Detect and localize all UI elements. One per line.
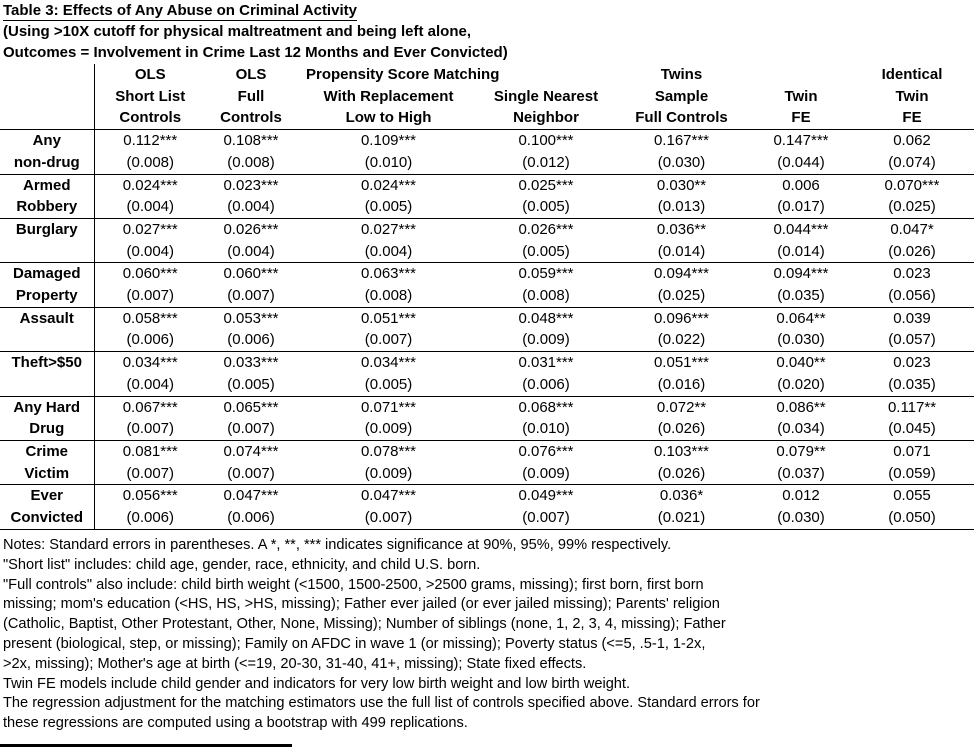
se-cell: (0.005): [296, 374, 481, 396]
coef-cell: 0.039: [893, 309, 931, 327]
se-cell: (0.006): [481, 374, 611, 396]
se-cell: (0.008): [481, 285, 611, 307]
row-label: [0, 329, 94, 351]
coef-cell: 0.024***: [122, 176, 178, 194]
se-cell: (0.057): [850, 329, 974, 351]
se-cell: (0.006): [94, 329, 206, 351]
coef-cell: 0.070***: [884, 176, 940, 194]
se-cell: (0.009): [296, 418, 481, 440]
se-cell: (0.006): [206, 329, 296, 351]
coef-cell: 0.006: [782, 176, 820, 194]
coef-cell: 0.147***: [773, 132, 829, 150]
coef-cell: 0.079**: [776, 442, 826, 460]
coef-cell: 0.086**: [776, 398, 826, 416]
table-row-coef: [0, 396, 974, 418]
col-header: Twins: [660, 66, 703, 83]
coef-cell: 0.072**: [656, 398, 707, 416]
coef-cell: 0.027***: [360, 220, 417, 238]
table-row-se: [0, 507, 974, 529]
coef-cell: 0.056***: [122, 487, 178, 505]
coef-cell: 0.059***: [518, 265, 574, 283]
header-corner: [0, 64, 94, 86]
coef-cell: 0.031***: [518, 354, 574, 372]
se-cell: (0.007): [206, 285, 296, 307]
se-cell: (0.005): [206, 374, 296, 396]
se-cell: (0.009): [481, 463, 611, 485]
se-cell: (0.006): [206, 507, 296, 529]
se-cell: (0.022): [611, 329, 752, 351]
coef-cell: 0.026***: [223, 220, 279, 238]
table-row-coef: [0, 440, 974, 462]
se-cell: (0.004): [206, 241, 296, 263]
se-cell: (0.014): [611, 241, 752, 263]
table-row-se: [0, 374, 974, 396]
note-line: Notes: Standard errors in parentheses. A *, **, *** indicates significance at 90%, 95%, 99% respectively.: [3, 537, 672, 553]
table-title-block: [3, 1, 971, 63]
se-cell: (0.008): [296, 285, 481, 307]
se-cell: (0.016): [611, 374, 752, 396]
coef-cell: 0.023: [893, 265, 931, 283]
se-cell: (0.030): [752, 507, 850, 529]
header-row-3: [0, 107, 974, 129]
se-cell: (0.017): [752, 196, 850, 218]
coef-cell: 0.060***: [122, 265, 178, 283]
header-row-2: [0, 86, 974, 108]
row-label: Ever: [0, 485, 94, 507]
coef-cell: 0.055: [893, 487, 931, 505]
coef-cell: 0.109***: [360, 132, 417, 150]
note-line: The regression adjustment for the matching estimators use the full list of controls specified above. Standard errors for: [3, 695, 760, 712]
se-cell: (0.025): [611, 285, 752, 307]
coef-cell: 0.112***: [123, 132, 178, 150]
coef-cell: 0.060***: [223, 265, 279, 283]
se-cell: (0.007): [94, 463, 206, 485]
se-cell: (0.013): [611, 196, 752, 218]
se-cell: (0.010): [481, 418, 611, 440]
table-row-se: [0, 196, 974, 218]
row-label: [0, 374, 94, 396]
table-subtitle-1: (Using >10X cutoff for physical maltreatment and being left alone,: [3, 23, 472, 40]
col-header: Low to High: [296, 107, 481, 129]
row-label: Theft>$50: [0, 352, 94, 374]
coef-cell: 0.058***: [122, 309, 178, 327]
col-header: OLS: [134, 66, 166, 83]
se-cell: (0.009): [481, 329, 611, 351]
coef-cell: 0.030**: [656, 176, 707, 194]
coef-cell: 0.033***: [223, 354, 279, 372]
se-cell: (0.007): [296, 507, 481, 529]
coef-cell: 0.068***: [518, 398, 574, 416]
coef-cell: 0.044***: [773, 220, 829, 238]
se-cell: (0.004): [94, 196, 206, 218]
table-row-se: [0, 329, 974, 351]
note-line: "Short list" includes: child age, gender, race, ethnicity, and child U.S. born.: [3, 556, 481, 573]
se-cell: (0.004): [94, 241, 206, 263]
coef-cell: 0.047*: [890, 220, 934, 238]
se-cell: (0.045): [850, 418, 974, 440]
col-header: Twin: [895, 87, 929, 105]
coef-cell: 0.024***: [360, 176, 417, 194]
coef-cell: 0.067***: [122, 398, 178, 416]
se-cell: (0.008): [94, 152, 206, 174]
col-header: With Replacement: [323, 87, 454, 105]
table-row-coef: [0, 130, 974, 152]
row-label: Damaged: [0, 263, 94, 285]
bottom-rule: [0, 744, 292, 747]
se-cell: (0.056): [850, 285, 974, 307]
coef-cell: 0.167***: [653, 132, 710, 150]
col-header: Full: [237, 87, 265, 105]
coef-cell: 0.064**: [776, 309, 826, 327]
table-row-se: [0, 152, 974, 174]
se-cell: (0.007): [94, 285, 206, 307]
se-cell: (0.014): [752, 241, 850, 263]
se-cell: (0.009): [296, 463, 481, 485]
coef-cell: 0.036**: [656, 220, 707, 238]
table-row-coef: [0, 307, 974, 329]
col-header: FE: [850, 107, 974, 129]
se-cell: (0.005): [481, 241, 611, 263]
se-cell: (0.059): [850, 463, 974, 485]
se-cell: (0.020): [752, 374, 850, 396]
col-header: Neighbor: [481, 107, 611, 129]
coef-cell: 0.065***: [223, 398, 279, 416]
coef-cell: 0.071: [893, 442, 931, 460]
coef-cell: 0.027***: [122, 220, 178, 238]
se-cell: (0.026): [611, 418, 752, 440]
col-header: OLS: [235, 66, 267, 83]
se-cell: (0.004): [206, 196, 296, 218]
row-label: Any Hard: [0, 396, 94, 418]
coef-cell: 0.117**: [887, 398, 937, 416]
table-notes: [3, 536, 971, 734]
se-cell: (0.037): [752, 463, 850, 485]
table-row-coef: [0, 263, 974, 285]
coef-cell: 0.048***: [518, 309, 574, 327]
col-header: [752, 64, 850, 86]
coef-cell: 0.047***: [223, 487, 279, 505]
coef-cell: 0.094***: [653, 265, 710, 283]
col-header: Sample: [654, 87, 709, 105]
se-cell: (0.026): [611, 463, 752, 485]
coef-cell: 0.076***: [518, 442, 574, 460]
se-cell: (0.030): [752, 329, 850, 351]
se-cell: (0.025): [850, 196, 974, 218]
note-line: (Catholic, Baptist, Other Protestant, Other, None, Missing); Number of siblings (none, 1, 2, 3, 4, missing); Father: [3, 616, 726, 633]
coef-cell: 0.053***: [223, 309, 279, 327]
se-cell: (0.034): [752, 418, 850, 440]
table-row-coef: [0, 174, 974, 196]
se-cell: (0.005): [481, 196, 611, 218]
coef-cell: 0.071***: [360, 398, 417, 416]
se-cell: (0.007): [296, 329, 481, 351]
table-row-se: [0, 418, 974, 440]
table-subtitle-2: Outcomes = Involvement in Crime Last 12 Months and Ever Convicted): [3, 44, 508, 61]
header-corner: [0, 107, 94, 129]
row-label: Convicted: [0, 507, 94, 529]
se-cell: (0.008): [206, 152, 296, 174]
coef-cell: 0.062: [893, 132, 931, 150]
row-label: Drug: [0, 418, 94, 440]
table-row-coef: [0, 218, 974, 240]
se-cell: (0.007): [206, 463, 296, 485]
row-label: Any: [0, 130, 94, 152]
row-label: Armed: [0, 174, 94, 196]
coef-cell: 0.094***: [773, 265, 829, 283]
header-row-1: [0, 64, 974, 86]
coef-cell: 0.026***: [518, 220, 574, 238]
coef-cell: 0.051***: [653, 354, 710, 372]
row-label: Crime: [0, 440, 94, 462]
note-line: >2x, missing); Mother's age at birth (<=19, 20-30, 31-40, 41+, missing); State fixed effects.: [3, 655, 587, 672]
table-row-se: [0, 285, 974, 307]
coef-cell: 0.078***: [360, 442, 417, 460]
coef-cell: 0.108***: [223, 132, 279, 150]
se-cell: (0.004): [296, 241, 481, 263]
row-label: Robbery: [0, 196, 94, 218]
row-label: [0, 241, 94, 263]
coef-cell: 0.034***: [122, 354, 178, 372]
row-label: Victim: [0, 463, 94, 485]
col-header: Full Controls: [611, 107, 752, 129]
coef-cell: 0.103***: [653, 442, 710, 460]
coef-cell: 0.047***: [360, 487, 417, 505]
header-corner: [0, 86, 94, 108]
table-row-se: [0, 463, 974, 485]
table-row-coef: [0, 352, 974, 374]
col-header-group: Propensity Score Matching: [306, 66, 500, 83]
se-cell: (0.007): [94, 418, 206, 440]
col-header: Short List: [115, 87, 186, 105]
row-label: Assault: [0, 307, 94, 329]
coef-cell: 0.034***: [360, 354, 417, 372]
col-header: Controls: [94, 107, 206, 129]
note-line: present (biological, step, or missing); Family on AFDC in wave 1 (or missing); Poverty status (<=5, .5-1, 1-2x,: [3, 635, 706, 652]
row-label: Burglary: [0, 218, 94, 240]
note-line: Twin FE models include child gender and indicators for very low birth weight and low birth weight.: [3, 675, 631, 692]
coef-cell: 0.025***: [518, 176, 574, 194]
coef-cell: 0.051***: [360, 309, 417, 327]
se-cell: (0.050): [850, 507, 974, 529]
note-line: "Full controls" also include: child birth weight (<1500, 1500-2500, >2500 grams, missing); first born, first born: [3, 576, 704, 593]
row-label: Property: [0, 285, 94, 307]
coef-cell: 0.036*: [659, 487, 704, 505]
coef-cell: 0.023: [893, 354, 931, 372]
col-header: Single Nearest: [493, 87, 599, 105]
se-cell: (0.026): [850, 241, 974, 263]
se-cell: (0.006): [94, 507, 206, 529]
col-header: Identical: [881, 66, 943, 83]
se-cell: (0.005): [296, 196, 481, 218]
se-cell: (0.044): [752, 152, 850, 174]
coef-cell: 0.040**: [776, 354, 826, 372]
coef-cell: 0.049***: [518, 487, 574, 505]
se-cell: (0.007): [206, 418, 296, 440]
se-cell: (0.012): [481, 152, 611, 174]
coef-cell: 0.063***: [360, 265, 417, 283]
se-cell: (0.004): [94, 374, 206, 396]
coef-cell: 0.081***: [122, 442, 178, 460]
table-row-coef: [0, 485, 974, 507]
se-cell: (0.035): [752, 285, 850, 307]
note-line: missing; mom's education (<HS, HS, >HS, missing); Father ever jailed (or ever jailed missing); Parents' religion: [3, 596, 720, 613]
coef-cell: 0.100***: [518, 132, 574, 150]
se-cell: (0.030): [611, 152, 752, 174]
col-header: Controls: [206, 107, 296, 129]
se-cell: (0.035): [850, 374, 974, 396]
coef-cell: 0.012: [782, 487, 820, 505]
coef-cell: 0.096***: [653, 309, 710, 327]
se-cell: (0.021): [611, 507, 752, 529]
coef-cell: 0.023***: [223, 176, 279, 194]
se-cell: (0.007): [481, 507, 611, 529]
coef-cell: 0.074***: [223, 442, 279, 460]
results-body: [0, 130, 974, 530]
se-cell: (0.010): [296, 152, 481, 174]
row-label: non-drug: [0, 152, 94, 174]
col-header: FE: [752, 107, 850, 129]
table-title: Table 3: Effects of Any Abuse on Criminal Activity: [3, 2, 357, 19]
se-cell: (0.074): [850, 152, 974, 174]
results-table: [0, 64, 974, 530]
table-row-se: [0, 241, 974, 263]
note-line: these regressions are computed using a bootstrap with 499 replications.: [3, 715, 468, 732]
col-header: Twin: [784, 87, 818, 105]
